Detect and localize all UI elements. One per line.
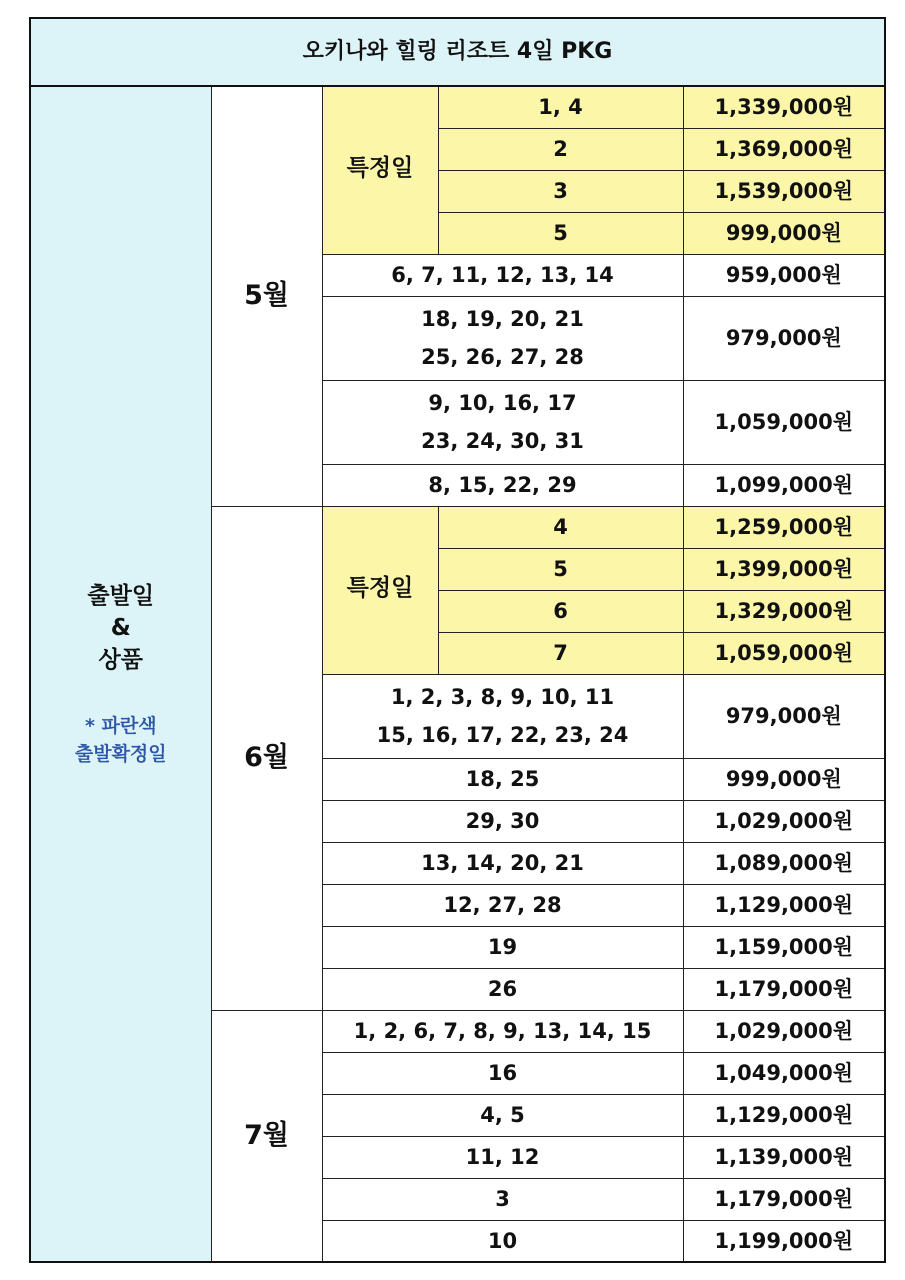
price: 1,049,000원 [683, 1052, 885, 1094]
departure-dates [322, 800, 683, 842]
departure-dates [322, 1052, 683, 1094]
side-label-line: 출발일 [87, 583, 155, 609]
side-label-line: & [110, 615, 131, 641]
price: 1,339,000원 [683, 86, 885, 128]
price-table [29, 17, 886, 1263]
dates-line: 1, 2, 6, 7, 8, 9, 13, 14, 15 [353, 1019, 652, 1043]
side-label-line: 상품 [98, 647, 143, 673]
confirmed-departure-note [31, 712, 211, 768]
price: 1,139,000원 [683, 1136, 885, 1178]
price: 1,539,000원 [683, 170, 885, 212]
price: 999,000원 [683, 212, 885, 254]
price: 1,129,000원 [683, 1094, 885, 1136]
note-line: * 파란색 [84, 715, 157, 737]
dates-line: 13, 14, 20, 21 [421, 851, 584, 875]
departure-dates [322, 1136, 683, 1178]
departure-dates [322, 674, 683, 758]
month-label: 5월 [211, 86, 322, 506]
price: 1,399,000원 [683, 548, 885, 590]
departure-product-label [30, 86, 211, 1262]
dates-line: 8, 15, 22, 29 [428, 473, 577, 497]
departure-dates [322, 968, 683, 1010]
dates-line: 15, 16, 17, 22, 23, 24 [376, 723, 629, 747]
departure-dates: 4 [438, 506, 683, 548]
dates-line: 3 [495, 1187, 510, 1211]
departure-dates: 7 [438, 632, 683, 674]
dates-line: 4, 5 [480, 1103, 525, 1127]
month-label: 7월 [211, 1010, 322, 1262]
departure-dates [322, 1094, 683, 1136]
dates-line: 1, 2, 3, 8, 9, 10, 11 [390, 685, 615, 709]
departure-dates: 3 [438, 170, 683, 212]
price: 1,259,000원 [683, 506, 885, 548]
departure-dates: 6 [438, 590, 683, 632]
price: 1,329,000원 [683, 590, 885, 632]
special-date-row [30, 86, 885, 128]
departure-dates [322, 842, 683, 884]
dates-line: 16 [487, 1061, 518, 1085]
month-label: 6월 [211, 506, 322, 1010]
note-line: 출발확정일 [74, 743, 167, 765]
dates-line: 11, 12 [465, 1145, 540, 1169]
special-date-label: 특정일 [322, 506, 438, 674]
dates-line: 10 [487, 1228, 518, 1253]
price: 1,159,000원 [683, 926, 885, 968]
dates-line: 18, 19, 20, 21 [421, 307, 584, 331]
departure-dates: 5 [438, 548, 683, 590]
price: 959,000원 [683, 254, 885, 296]
departure-dates [322, 464, 683, 506]
price: 1,099,000원 [683, 464, 885, 506]
special-date-label: 특정일 [322, 86, 438, 254]
dates-line: 6, 7, 11, 12, 13, 14 [391, 263, 614, 287]
dates-line: 29, 30 [465, 809, 540, 833]
departure-dates: 2 [438, 128, 683, 170]
departure-dates [322, 1178, 683, 1220]
departure-dates: 5 [438, 212, 683, 254]
price: 979,000원 [683, 296, 885, 380]
departure-dates [322, 296, 683, 380]
dates-line: 12, 27, 28 [443, 893, 562, 917]
price: 1,129,000원 [683, 884, 885, 926]
departure-dates [322, 884, 683, 926]
price: 1,029,000원 [683, 1010, 885, 1052]
dates-line: 18, 25 [465, 767, 540, 791]
departure-dates [322, 254, 683, 296]
price: 1,059,000원 [683, 380, 885, 464]
price: 1,059,000원 [683, 632, 885, 674]
price: 1,029,000원 [683, 800, 885, 842]
dates-line: 23, 24, 30, 31 [421, 429, 584, 453]
dates-line: 25, 26, 27, 28 [421, 345, 584, 369]
departure-dates [322, 1220, 683, 1262]
dates-line: 9, 10, 16, 17 [428, 391, 577, 415]
price: 1,089,000원 [683, 842, 885, 884]
departure-dates [322, 926, 683, 968]
price: 979,000원 [683, 674, 885, 758]
price: 1,199,000원 [683, 1220, 885, 1262]
price: 999,000원 [683, 758, 885, 800]
dates-line: 19 [487, 935, 518, 959]
price: 1,179,000원 [683, 968, 885, 1010]
departure-dates [322, 380, 683, 464]
table-title: 오키나와 힐링 리조트 4일 PKG [30, 18, 885, 86]
departure-dates [322, 1010, 683, 1052]
price: 1,369,000원 [683, 128, 885, 170]
price: 1,179,000원 [683, 1178, 885, 1220]
departure-dates [322, 758, 683, 800]
departure-dates: 1, 4 [438, 86, 683, 128]
dates-line: 26 [487, 977, 518, 1001]
